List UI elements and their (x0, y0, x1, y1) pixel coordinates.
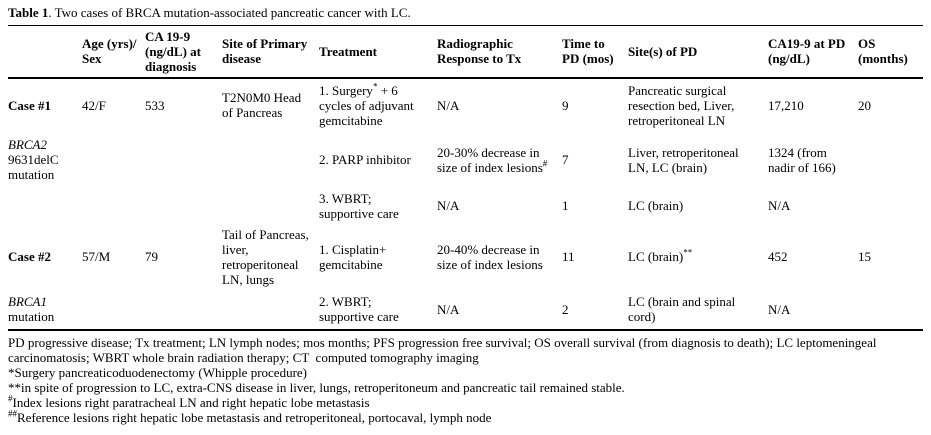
treatment-text: + 6 cycles of adjuvant gemcitabine (319, 82, 414, 128)
table-caption-label: Table 1 (8, 5, 49, 20)
cell-wbrt1-ca199-pd: N/A (768, 198, 791, 214)
cell-case1-site-pd: Pancreatic surgical resection bed, Liver, retroperitoneal LN (628, 82, 735, 128)
cell-case2-site-pd (628, 224, 768, 290)
cell-brca1-age-sex (82, 290, 145, 330)
cell-wbrt1-response: N/A (437, 198, 460, 214)
footnote-text: PD progressive disease; Tx treatment; LN lymph nodes; mos months; PFS progression free survival; OS overall survival (from diagnosis to death); LC leptomeningeal carcinomatosis; WBRT whole brain radiation therapy; CT computed tomography imaging (8, 334, 880, 366)
cell-wbrt1-age-sex (82, 188, 145, 224)
cell-case1-response: N/A (437, 97, 460, 113)
cell-brca2-time-to-pd: 7 (562, 152, 569, 168)
footnote-text: Index lesions right paratracheal LN and right hepatic lobe metastasis (12, 395, 370, 411)
cell-brca1-ca199-pd: N/A (768, 290, 858, 330)
cell-brca2-site-pd: Liver, retroperitoneal LN, LC (brain) (628, 144, 739, 175)
col-header-site-primary: Site of Primary disease (222, 26, 319, 78)
footnote-abbreviations (8, 335, 923, 365)
site-pd-text: LC (brain) (628, 249, 684, 265)
cell-case1-site-primary: T2N0M0 Head of Pancreas (222, 90, 302, 121)
header-row (8, 26, 923, 78)
mutation-text: 9631delC mutation (8, 152, 59, 183)
cell-case2-site-primary: Tail of Pancreas, liver, retroperitoneal LN, lungs (222, 226, 309, 288)
double-hash-footnote-marker: ## (8, 409, 17, 419)
cell-wbrt1-site-primary (222, 188, 319, 224)
col-header-treatment: Treatment (319, 26, 437, 78)
treatment-text: 1. Surgery (319, 82, 373, 98)
cell-brca1-label (8, 290, 82, 330)
col-header-case (8, 26, 82, 78)
cell-brca2-age-sex (82, 132, 145, 188)
cell-case1-age-sex: 42/F (82, 97, 106, 113)
cell-case1-ca199-pd: 17,210 (768, 97, 804, 113)
cell-brca1-response: N/A (437, 290, 562, 330)
cell-brca2-ca199-pd: 1324 (from nadir of 166) (768, 144, 836, 175)
table-caption-text: . Two cases of BRCA mutation-associated pancreatic cancer with LC. (48, 5, 411, 20)
cell-brca2-os (858, 132, 923, 188)
cell-brca1-ca199-dx (145, 290, 222, 330)
row-case1-wbrt (8, 188, 923, 224)
cell-brca2-site-primary (222, 132, 319, 188)
cell-wbrt1-label (8, 188, 82, 224)
row-brca2-mutation (8, 132, 923, 188)
cell-brca1-treatment: 2. WBRT; supportive care (319, 290, 437, 330)
footnote-text: *Surgery pancreaticoduodenectomy (Whipple procedure) (8, 365, 307, 381)
cell-brca2-ca199-dx (145, 132, 222, 188)
cell-case2-label: Case #2 (8, 249, 51, 265)
table-caption (8, 4, 923, 26)
cell-case2-response: 20-40% decrease in size of index lesions (437, 241, 543, 272)
footnote-extra-cns (8, 380, 923, 395)
cell-brca1-os (858, 290, 923, 330)
footnotes-block (8, 335, 923, 425)
cell-brca1-site-pd: LC (brain and spinal cord) (628, 290, 768, 330)
cell-brca1-site-primary (222, 290, 319, 330)
cell-case2-treatment: 1. Cisplatin+ gemcitabine (319, 241, 387, 272)
row-case1 (8, 78, 923, 132)
footnote-text: Reference lesions right hepatic lobe metastasis and retroperitoneal, portocaval, lymph node (17, 410, 492, 426)
cell-case1-label: Case #1 (8, 97, 51, 113)
col-header-os: OS (months) (858, 26, 923, 78)
cell-case2-os: 15 (858, 249, 871, 265)
cell-wbrt1-ca199-dx (145, 188, 222, 224)
hash-footnote-marker: # (542, 158, 548, 169)
cell-brca2-label (8, 132, 82, 188)
cell-case1-os: 20 (858, 97, 871, 113)
footnote-reference-lesions (8, 410, 923, 425)
hash-footnote-marker: # (8, 393, 13, 404)
cell-brca2-treatment: 2. PARP inhibitor (319, 152, 411, 168)
asterisk-footnote-marker: * (372, 81, 378, 92)
footnote-surgery (8, 365, 923, 380)
gene-name: BRCA1 (8, 294, 47, 310)
cell-case2-ca199-dx: 79 (145, 249, 158, 265)
cell-wbrt1-site-pd: LC (brain) (628, 198, 684, 214)
cell-case1-ca199-dx: 533 (145, 97, 165, 113)
cell-case2-ca199-pd: 452 (768, 249, 788, 265)
col-header-site-of-pd: Site(s) of PD (628, 26, 768, 78)
cell-brca2-response (437, 132, 562, 188)
cell-wbrt1-time-to-pd: 1 (562, 198, 569, 214)
row-brca1-mutation (8, 290, 923, 330)
double-asterisk-footnote-marker: ** (683, 248, 693, 259)
col-header-age-sex: Age (yrs)/ Sex (82, 26, 145, 78)
col-header-ca199-at-pd: CA19-9 at PD (ng/dL) (768, 26, 858, 78)
cell-case1-treatment (319, 78, 437, 132)
cell-case2-time-to-pd: 11 (562, 249, 575, 265)
cell-case1-time-to-pd: 9 (562, 97, 569, 113)
row-case2 (8, 224, 923, 290)
cell-wbrt1-os (858, 188, 923, 224)
cell-brca1-time-to-pd: 2 (562, 290, 628, 330)
col-header-radiographic-response: Radiographic Response to Tx (437, 26, 562, 78)
col-header-time-to-pd: Time to PD (mos) (562, 26, 628, 78)
footnote-text: **in spite of progression to LC, extra-CNS disease in liver, lungs, retroperitoneum and pancreatic tail remained stable. (8, 380, 625, 396)
mutation-text: mutation (8, 309, 55, 325)
col-header-ca199-diagnosis: CA 19-9 (ng/dL) at diagnosis (145, 26, 222, 78)
cases-table (8, 26, 923, 331)
response-text: 20-30% decrease in size of index lesions (437, 144, 543, 175)
cell-case2-age-sex: 57/M (82, 249, 111, 265)
footnote-index-lesions (8, 395, 923, 410)
gene-name: BRCA2 (8, 137, 47, 153)
cell-wbrt1-treatment: 3. WBRT; supportive care (319, 190, 399, 221)
